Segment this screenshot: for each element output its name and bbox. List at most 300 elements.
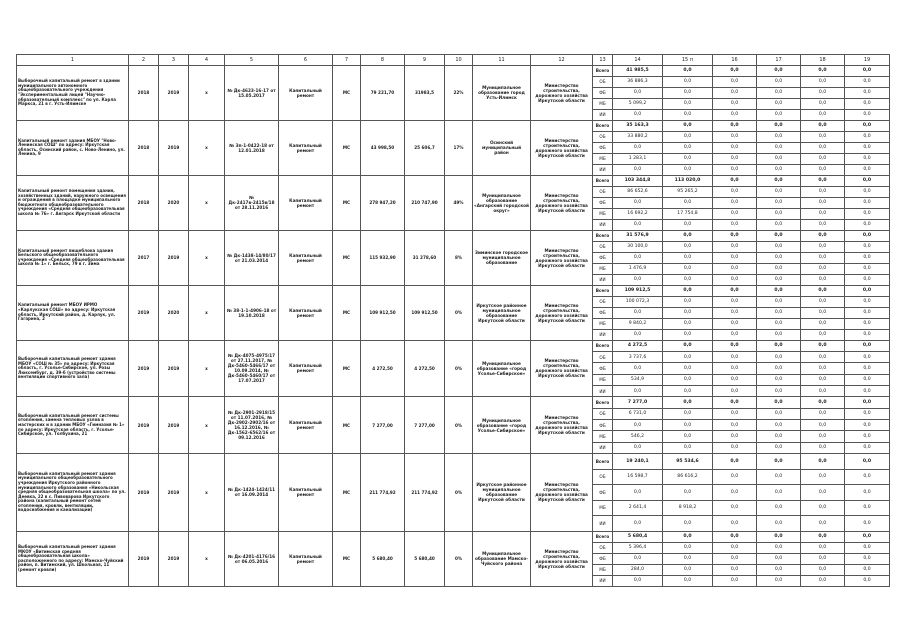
funding-value: 0,0	[757, 164, 801, 175]
funding-value: 0,0	[757, 76, 801, 87]
readiness-percent: 0%	[445, 531, 473, 586]
funding-value: 0,0	[757, 385, 801, 396]
funding-value: 0,0	[845, 469, 890, 485]
funding-value: 0,0	[845, 175, 890, 186]
remaining-cost: 5 680,40	[405, 531, 445, 586]
funding-value: 0,0	[663, 351, 713, 362]
year-start: 2018	[129, 175, 159, 230]
project-description: Выборочный капитальный ремонт в здании муниципального автономного общеобразовательного учреждения "Экспериментальный лицей "Научно-образовательный комплекс" по ул. Карла Маркса, 21 в г. Усть-Илимске	[17, 66, 129, 121]
funding-value: 9 840,2	[613, 318, 663, 329]
funding-value: 0,0	[801, 230, 845, 241]
ministry-name: Министерство строительства, дорожного хозяйства Иркутской области	[531, 175, 593, 230]
funding-source-label: Всего	[593, 454, 613, 470]
funding-value: 0,0	[845, 263, 890, 274]
funding-value: 0,0	[613, 329, 663, 340]
funding-value: 0,0	[845, 500, 890, 516]
funding-value: 0,0	[801, 542, 845, 553]
column-number: 6	[279, 55, 333, 66]
funding-value: 0,0	[757, 485, 801, 501]
estimated-cost: 278 947,20	[361, 175, 405, 230]
document-reference: № Дк-2901-2918/15 от 11.07.2016, № Дк-2902-2902/16 от 16.12.2016, № Дк-1562-6562/16 от 09.12.2016	[225, 397, 279, 454]
table-row	[17, 120, 890, 131]
funding-value: 0,0	[663, 230, 713, 241]
funding-source-label: ОБ	[593, 131, 613, 142]
funding-value: 0,0	[801, 131, 845, 142]
estimated-cost: 43 998,50	[361, 120, 405, 175]
funding-value: 0,0	[663, 274, 713, 285]
document-reference: № Дк-4075-4975/17 от 27.11.2017, № Дк-5460-5466/17 от 10.09.2014, № Дк-5460-5460/17 от 17.07.2017	[225, 340, 279, 397]
funding-value: 0,0	[801, 431, 845, 442]
funding-value: 0,0	[663, 420, 713, 431]
year-start: 2018	[129, 120, 159, 175]
funding-source-label: Всего	[593, 531, 613, 542]
funding-value: 0,0	[713, 500, 757, 516]
funding-value: 0,0	[663, 431, 713, 442]
estimated-cost: 115 932,90	[361, 230, 405, 285]
funding-value: 0,0	[757, 66, 801, 77]
funding-source-label: МБ	[593, 98, 613, 109]
customer-name: Осинский муниципальный район	[473, 120, 531, 175]
funding-value: 0,0	[801, 142, 845, 153]
funding-value: 0,0	[845, 252, 890, 263]
funding-source-label: ИИ	[593, 575, 613, 586]
funding-source-label: МБ	[593, 208, 613, 219]
ministry-name: Министерство строительства, дорожного хозяйства Иркутской области	[531, 120, 593, 175]
funding-value: 0,0	[801, 351, 845, 362]
funding-value: 0,0	[801, 263, 845, 274]
funding-value: 0,0	[663, 408, 713, 419]
funding-source-label: Всего	[593, 120, 613, 131]
funding-value: 0,0	[613, 87, 663, 98]
funding-value: 41 985,5	[613, 66, 663, 77]
funding-value: 0,0	[801, 531, 845, 542]
funding-value: 0,0	[757, 274, 801, 285]
funding-value: 0,0	[663, 516, 713, 532]
funding-value: 0,0	[801, 175, 845, 186]
funding-value: 0,0	[663, 442, 713, 453]
funding-value: 0,0	[757, 142, 801, 153]
funding-value: 0,0	[713, 385, 757, 396]
funding-value: 0,0	[845, 516, 890, 532]
document-reference: № Дк-4201-4176/16 от 06.05.2016	[225, 531, 279, 586]
funding-source-label: ФБ	[593, 87, 613, 98]
project-description: Капитальный ремонт помещения здания, хозяйственных зданий, наружного освещения и ограждений в площадке муниципального бюджетного общеобразовательного учреждения «Средняя общеобразовательная школа № 76» г. Ангарск Иркутской области	[17, 175, 129, 230]
funding-value: 0,0	[845, 241, 890, 252]
funding-source-label: ОБ	[593, 469, 613, 485]
column-number: 16	[713, 55, 757, 66]
funding-value: 0,0	[845, 442, 890, 453]
table-row	[17, 230, 890, 241]
funding-source-label: Всего	[593, 175, 613, 186]
ministry-name: Министерство строительства, дорожного хозяйства Иркутской области	[531, 397, 593, 454]
funding-value: 0,0	[845, 274, 890, 285]
funding-value: 546,2	[613, 431, 663, 442]
funding-value: 0,0	[663, 98, 713, 109]
column-4-mark: х	[189, 531, 225, 586]
project-description: Капитальный ремонт здания МБОУ "Ново-Ленинская СОШ" по адресу: Иркутская область, Осинский район, с. Ново-Ленино, ул. Ленина, 9	[17, 120, 129, 175]
funding-value: 0,0	[845, 197, 890, 208]
funding-source-label: ФБ	[593, 142, 613, 153]
funding-source-label: МБ	[593, 374, 613, 385]
funding-value: 0,0	[713, 252, 757, 263]
project-description: Выборочный капитальный ремонт здания МКОУ «Витимская средняя общеобразовательная школа» расположенного по адресу: Мамско-Чуйский район, п. Витимский, ул. Школьная, 11 (ремонт кровли)	[17, 531, 129, 586]
funding-value: 0,0	[757, 553, 801, 564]
ministry-name: Министерство строительства, дорожного хозяйства Иркутской области	[531, 66, 593, 121]
funding-source-label: МБ	[593, 431, 613, 442]
funding-value: 0,0	[757, 469, 801, 485]
funding-source-label: ИИ	[593, 274, 613, 285]
funding-value: 0,0	[663, 109, 713, 120]
funding-value: 36 886,3	[613, 76, 663, 87]
ministry-name: Министерство строительства, дорожного хозяйства Иркутской области	[531, 285, 593, 340]
funding-value: 0,0	[613, 307, 663, 318]
year-end: 2020	[159, 285, 189, 340]
funding-value: 0,0	[801, 564, 845, 575]
estimated-cost: 79 221,70	[361, 66, 405, 121]
document-reference: № Дк-1424-1424/11 от 16.09.2014	[225, 454, 279, 532]
readiness-percent: 8%	[445, 230, 473, 285]
funding-value: 0,0	[845, 340, 890, 351]
funding-value: 86 616,2	[663, 469, 713, 485]
year-end: 2019	[159, 66, 189, 121]
funding-value: 0,0	[713, 109, 757, 120]
funding-value: 0,0	[757, 531, 801, 542]
project-description: Капитальный ремонт пищеблока здания Бельского общеобразовательного учреждения «Средняя общеобразовательная школа № 1» г. Бельск, 79 в г. Зима	[17, 230, 129, 285]
funding-value: 0,0	[757, 208, 801, 219]
funding-value: 0,0	[663, 531, 713, 542]
funding-value: 0,0	[801, 374, 845, 385]
funding-value: 3 737,6	[613, 351, 663, 362]
funding-value: 0,0	[845, 351, 890, 362]
funding-value: 0,0	[613, 516, 663, 532]
column-7-code: МС	[333, 531, 361, 586]
funding-value: 0,0	[613, 385, 663, 396]
work-type: Капитальный ремонт	[279, 66, 333, 121]
funding-value: 0,0	[613, 252, 663, 263]
funding-value: 0,0	[713, 241, 757, 252]
funding-value: 0,0	[801, 285, 845, 296]
funding-value: 0,0	[845, 564, 890, 575]
funding-value: 0,0	[845, 318, 890, 329]
funding-value: 0,0	[801, 318, 845, 329]
year-start: 2018	[129, 66, 159, 121]
funding-value: 0,0	[663, 296, 713, 307]
work-type: Капитальный ремонт	[279, 285, 333, 340]
column-number: 10	[445, 55, 473, 66]
customer-name: Иркутское районное муниципальное образование Иркутской области	[473, 285, 531, 340]
funding-value: 0,0	[713, 98, 757, 109]
estimated-cost: 7 277,00	[361, 397, 405, 454]
funding-value: 0,0	[613, 442, 663, 453]
funding-value: 0,0	[757, 197, 801, 208]
customer-name: Муниципальное образование «город Усолье-Сибирское»	[473, 340, 531, 397]
funding-source-label: Всего	[593, 230, 613, 241]
document-reference: № Зп-1-0422-18 от 12.01.2018	[225, 120, 279, 175]
funding-value: 0,0	[713, 296, 757, 307]
funding-source-label: ФБ	[593, 363, 613, 374]
funding-source-label: ОБ	[593, 76, 613, 87]
funding-value: 16 692,2	[613, 208, 663, 219]
remaining-cost: 7 277,00	[405, 397, 445, 454]
funding-value: 0,0	[845, 296, 890, 307]
funding-value: 0,0	[713, 469, 757, 485]
funding-value: 0,0	[801, 469, 845, 485]
year-end: 2019	[159, 397, 189, 454]
funding-value: 0,0	[757, 318, 801, 329]
column-number: 3	[159, 55, 189, 66]
funding-source-label: ФБ	[593, 307, 613, 318]
column-4-mark: х	[189, 175, 225, 230]
funding-value: 0,0	[845, 219, 890, 230]
column-7-code: МС	[333, 120, 361, 175]
table-row	[17, 340, 890, 351]
funding-value: 0,0	[757, 186, 801, 197]
project-description: Выборочный капитальный ремонт системы отопления, замена тепловых узлов в мастерских и в здании МБОУ «Гимназия № 1» по адресу: Иркутская область, г. Усолье-Сибирское, ул. Толбухина, 21	[17, 397, 129, 454]
funding-value: 35 163,3	[613, 120, 663, 131]
funding-value: 8 918,2	[663, 500, 713, 516]
funding-value: 0,0	[845, 120, 890, 131]
funding-value: 0,0	[757, 252, 801, 263]
column-number: 4	[189, 55, 225, 66]
funding-value: 0,0	[713, 153, 757, 164]
funding-value: 0,0	[757, 431, 801, 442]
table-row	[17, 397, 890, 408]
funding-value: 0,0	[801, 516, 845, 532]
funding-value: 0,0	[757, 329, 801, 340]
customer-name: Муниципальное образование «город Усолье-Сибирское»	[473, 397, 531, 454]
project-description: Капитальный ремонт МБОУ ИРМО «Карлукская СОШ» по адресу: Иркутская область, Иркутский район, д. Карлук, ул. Гагарина, 2	[17, 285, 129, 340]
funding-value: 0,0	[663, 252, 713, 263]
funding-value: 0,0	[845, 363, 890, 374]
funding-source-label: Всего	[593, 66, 613, 77]
funding-value: 0,0	[613, 485, 663, 501]
document-reference: № 38-1-1-4906-18 от 19.10.2018	[225, 285, 279, 340]
funding-value: 0,0	[713, 363, 757, 374]
funding-value: 0,0	[713, 164, 757, 175]
column-4-mark: х	[189, 285, 225, 340]
remaining-cost: 31983,5	[405, 66, 445, 121]
year-start: 2019	[129, 531, 159, 586]
funding-value: 0,0	[845, 208, 890, 219]
column-number-row	[17, 55, 890, 66]
funding-value: 0,0	[663, 307, 713, 318]
table-row	[17, 285, 890, 296]
funding-value: 0,0	[713, 542, 757, 553]
funding-value: 0,0	[613, 109, 663, 120]
funding-value: 2 641,4	[613, 500, 663, 516]
funding-source-label: ФБ	[593, 553, 613, 564]
funding-value: 0,0	[613, 575, 663, 586]
funding-value: 0,0	[757, 454, 801, 470]
column-number: 8	[361, 55, 405, 66]
funding-value: 0,0	[713, 553, 757, 564]
funding-value: 284,0	[613, 564, 663, 575]
funding-value: 30 100,0	[613, 241, 663, 252]
funding-value: 0,0	[663, 575, 713, 586]
readiness-percent: 0%	[445, 397, 473, 454]
remaining-cost: 210 747,90	[405, 175, 445, 230]
funding-value: 0,0	[663, 553, 713, 564]
column-number: 15 п	[663, 55, 713, 66]
column-number: 13	[593, 55, 613, 66]
funding-value: 0,0	[613, 197, 663, 208]
funding-value: 0,0	[713, 531, 757, 542]
work-type: Капитальный ремонт	[279, 230, 333, 285]
remaining-cost: 211 774,92	[405, 454, 445, 532]
funding-value: 0,0	[663, 263, 713, 274]
column-number: 7	[333, 55, 361, 66]
funding-value: 0,0	[845, 420, 890, 431]
funding-value: 0,0	[757, 241, 801, 252]
funding-source-label: ИИ	[593, 164, 613, 175]
year-end: 2019	[159, 531, 189, 586]
funding-value: 0,0	[801, 420, 845, 431]
funding-value: 0,0	[801, 252, 845, 263]
funding-value: 0,0	[845, 397, 890, 408]
funding-value: 0,0	[713, 120, 757, 131]
funding-source-label: МБ	[593, 500, 613, 516]
funding-value: 0,0	[845, 131, 890, 142]
funding-value: 0,0	[713, 516, 757, 532]
funding-value: 0,0	[845, 485, 890, 501]
year-end: 2019	[159, 340, 189, 397]
funding-value: 0,0	[713, 142, 757, 153]
ministry-name: Министерство строительства, дорожного хозяйства Иркутской области	[531, 531, 593, 586]
table-row	[17, 531, 890, 542]
funding-value: 0,0	[757, 397, 801, 408]
funding-value: 0,0	[845, 164, 890, 175]
funding-value: 7 277,0	[613, 397, 663, 408]
funding-value: 0,0	[757, 98, 801, 109]
funding-value: 0,0	[801, 340, 845, 351]
funding-source-label: ИИ	[593, 442, 613, 453]
funding-value: 0,0	[801, 120, 845, 131]
funding-value: 17 754,8	[663, 208, 713, 219]
work-type: Капитальный ремонт	[279, 397, 333, 454]
funding-value: 0,0	[845, 553, 890, 564]
funding-value: 0,0	[663, 363, 713, 374]
readiness-percent: 49%	[445, 175, 473, 230]
funding-value: 0,0	[713, 274, 757, 285]
funding-value: 0,0	[845, 385, 890, 396]
document-reference: № Дк-4623-16-17 от 15.05.2017	[225, 66, 279, 121]
funding-value: 0,0	[713, 197, 757, 208]
funding-value: 0,0	[801, 454, 845, 470]
funding-value: 0,0	[801, 164, 845, 175]
funding-value: 0,0	[757, 442, 801, 453]
funding-source-label: ФБ	[593, 420, 613, 431]
funding-value: 0,0	[663, 340, 713, 351]
funding-source-label: МБ	[593, 263, 613, 274]
funding-value: 0,0	[663, 76, 713, 87]
funding-source-label: МБ	[593, 153, 613, 164]
funding-value: 0,0	[757, 500, 801, 516]
funding-value: 0,0	[613, 553, 663, 564]
funding-value: 0,0	[663, 385, 713, 396]
funding-value: 4 272,5	[613, 340, 663, 351]
funding-value: 0,0	[757, 285, 801, 296]
funding-value: 0,0	[801, 307, 845, 318]
funding-value: 0,0	[613, 142, 663, 153]
column-number: 14	[613, 55, 663, 66]
year-end: 2020	[159, 175, 189, 230]
funding-value: 0,0	[845, 431, 890, 442]
column-4-mark: х	[189, 340, 225, 397]
column-number: 18	[801, 55, 845, 66]
funding-value: 0,0	[845, 153, 890, 164]
funding-value: 0,0	[757, 230, 801, 241]
work-type: Капитальный ремонт	[279, 120, 333, 175]
funding-value: 0,0	[801, 408, 845, 419]
funding-value: 0,0	[713, 408, 757, 419]
funding-value: 95 265,2	[663, 186, 713, 197]
funding-value: 31 576,9	[613, 230, 663, 241]
funding-value: 0,0	[845, 285, 890, 296]
project-description: Выборочный капитальный ремонт здания муниципального общеобразовательного учреждения Иркутского районного муниципального образования «Никольская средняя общеобразовательная школа» по ул. Деевка, 22 в с. Пивоварова Иркутского района (капитальный ремонт сетей отопления, кровли, вентиляции, водоснабжения и канализации)	[17, 454, 129, 532]
funding-value: 0,0	[845, 142, 890, 153]
funding-value: 0,0	[845, 454, 890, 470]
funding-value: 0,0	[713, 340, 757, 351]
table-row	[17, 66, 890, 77]
funding-value: 0,0	[757, 109, 801, 120]
funding-value: 0,0	[713, 208, 757, 219]
funding-value: 0,0	[757, 420, 801, 431]
funding-value: 0,0	[801, 385, 845, 396]
funding-value: 0,0	[713, 219, 757, 230]
estimated-cost: 211 774,92	[361, 454, 405, 532]
funding-source-label: МБ	[593, 564, 613, 575]
remaining-cost: 25 606,7	[405, 120, 445, 175]
column-7-code: МС	[333, 340, 361, 397]
year-end: 2019	[159, 230, 189, 285]
funding-value: 0,0	[713, 374, 757, 385]
year-start: 2019	[129, 285, 159, 340]
funding-value: 0,0	[801, 485, 845, 501]
year-start: 2019	[129, 397, 159, 454]
funding-value: 0,0	[757, 219, 801, 230]
funding-value: 0,0	[801, 397, 845, 408]
funding-value: 0,0	[713, 485, 757, 501]
funding-value: 0,0	[801, 109, 845, 120]
ministry-name: Министерство строительства, дорожного хозяйства Иркутской области	[531, 454, 593, 532]
funding-value: 0,0	[757, 153, 801, 164]
funding-value: 0,0	[757, 351, 801, 362]
funding-value: 0,0	[713, 420, 757, 431]
funding-value: 0,0	[845, 76, 890, 87]
readiness-percent: 22%	[445, 66, 473, 121]
customer-name: Муниципальное образование город Усть-Илимск	[473, 66, 531, 121]
funding-source-label: Всего	[593, 285, 613, 296]
funding-value: 0,0	[801, 153, 845, 164]
readiness-percent: 17%	[445, 120, 473, 175]
funding-value: 0,0	[663, 87, 713, 98]
document-reference: № Дк-2417в-2415в/18 от 28.11.2016	[225, 175, 279, 230]
funding-value: 0,0	[663, 164, 713, 175]
estimated-cost: 109 912,50	[361, 285, 405, 340]
funding-value: 0,0	[713, 431, 757, 442]
funding-value: 0,0	[801, 500, 845, 516]
funding-source-label: Всего	[593, 397, 613, 408]
customer-name: Зиминское городское муниципальное образование	[473, 230, 531, 285]
ministry-name: Министерство строительства, дорожного хозяйства Иркутской области	[531, 340, 593, 397]
funding-value: 0,0	[663, 66, 713, 77]
funding-value: 0,0	[757, 131, 801, 142]
estimated-cost: 5 680,40	[361, 531, 405, 586]
column-number: 12	[531, 55, 593, 66]
funding-value: 0,0	[801, 98, 845, 109]
funding-value: 0,0	[801, 553, 845, 564]
remaining-cost: 109 912,50	[405, 285, 445, 340]
